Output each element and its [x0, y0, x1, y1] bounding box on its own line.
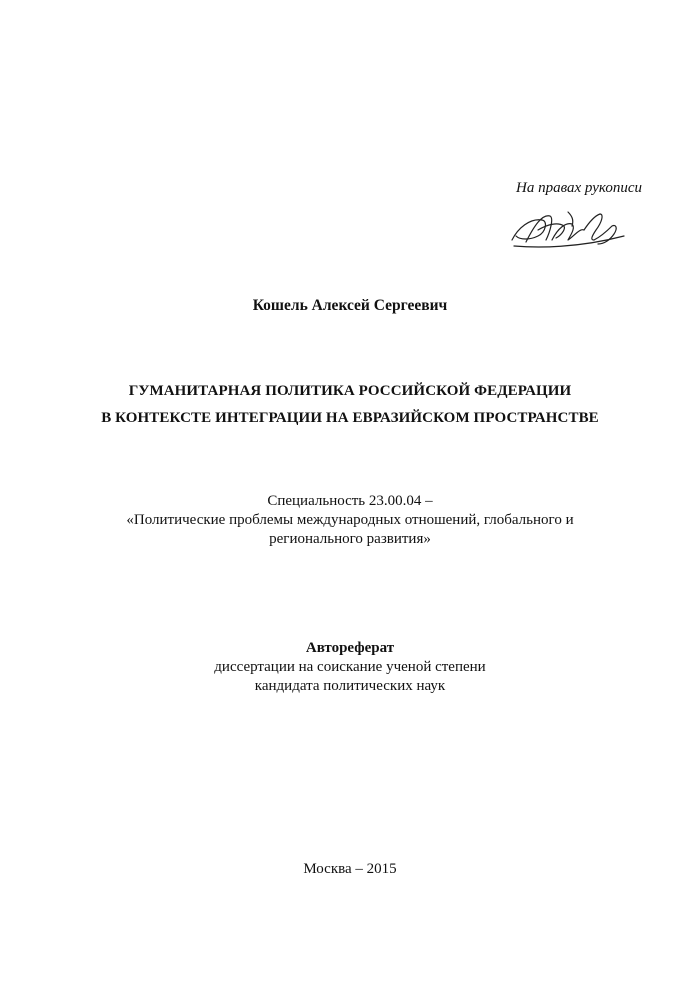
specialty-name-line-1: «Политические проблемы международных отношений, глобального и — [126, 512, 574, 528]
abstract-line-1: диссертации на соискание ученой степени — [214, 659, 486, 675]
abstract-heading: Автореферат — [305, 640, 395, 656]
title-line-2: В КОНТЕКСТЕ ИНТЕГРАЦИИ НА ЕВРАЗИЙСКОМ ПРОСТРАНСТВЕ — [101, 410, 599, 426]
rights-note: На правах рукописи — [516, 180, 642, 196]
author-name: Кошель Алексей Сергеевич — [252, 297, 448, 314]
specialty-code: Специальность 23.00.04 – — [267, 493, 433, 509]
title-line-1: ГУМАНИТАРНАЯ ПОЛИТИКА РОССИЙСКОЙ ФЕДЕРАЦИИ — [128, 383, 572, 399]
city-year: Москва – 2015 — [303, 861, 397, 877]
specialty-name-line-2: регионального развития» — [269, 531, 431, 547]
abstract-line-2: кандидата политических наук — [254, 678, 446, 694]
handwritten-signature — [508, 206, 628, 252]
